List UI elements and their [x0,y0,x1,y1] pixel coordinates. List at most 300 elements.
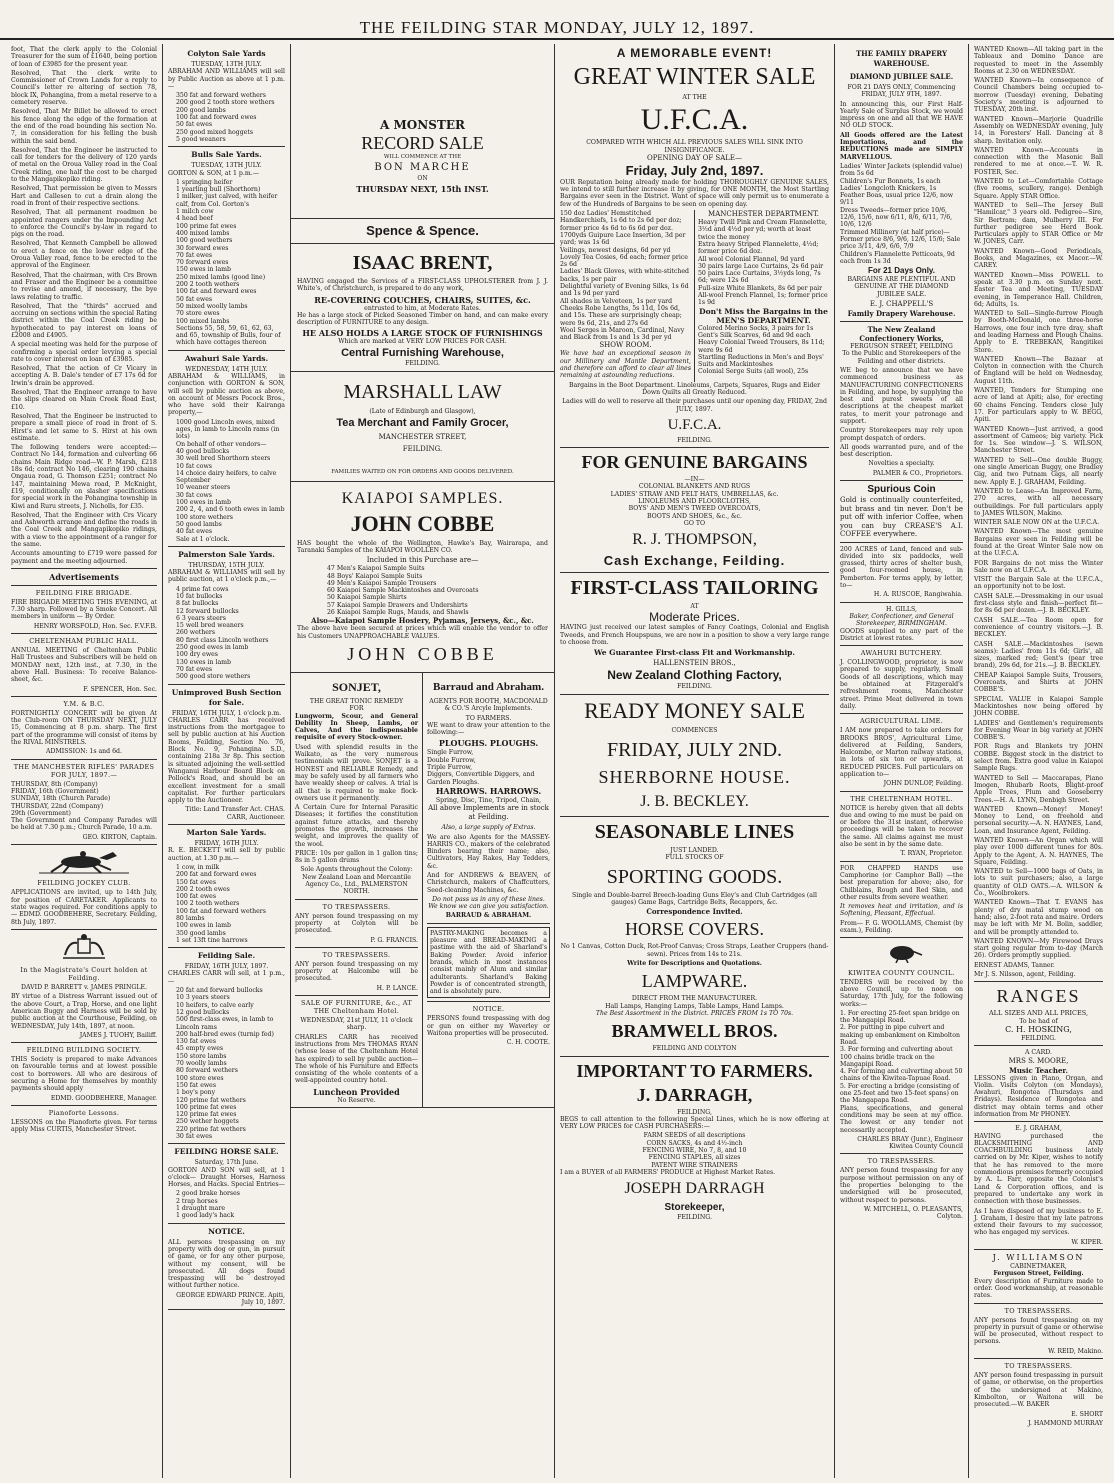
kaiapoi-items [297,565,548,616]
conf-trade: To the Public and Storekeepers of the Feilding and other districts. [842,350,961,365]
lampware: LAMPWARE. [641,971,748,992]
list-item: Gent's Silk Scarves, 6d and 9d each [698,331,811,339]
brent-ad [291,244,554,372]
column-3-4 [291,44,555,1478]
paragraph: WANTED Known—The most genuine Bargains ever seen in Feilding will be found at the Great Winter Sale now on at the U.F.C.A. [974,528,1103,558]
barraud-harrows: HARROWS. HARROWS. [435,785,542,796]
concert-admission: ADMISSION: 1s and 6d. [46,748,122,756]
ranges: RANGES [996,986,1081,1007]
sale-item: 100 2 tooth wethers [176,900,240,908]
stock-sales [168,49,285,1310]
cheltenham-title: SALE OF FURNITURE, &c., AT THE Cheltenham Hotel. [301,999,412,1016]
bargains-boot: Bargains in the Boot Department. Linoleums, Carpets, Squares, Rugs and Eider Down Quilts all Greatly Reduced. [568,381,821,396]
rifles-title: THE MANCHESTER RIFLES' PARADES FOR JULY, 1897.— [13,762,155,779]
family-drapery: THE FAMILY DRAPERY WAREHOUSE. [855,49,948,68]
sale-item: 200 good lambs [176,106,226,114]
sale-item: 200 half-bred ewes (turnip fed) [176,1030,274,1038]
sale-item: 10 fat bullocks [176,593,223,600]
trespass1-title: TO TRESPASSERS. [322,902,391,911]
sale-sign: Title: Land Transfer Act. CHAS. CARR, Auctioneer. [185,806,285,821]
winter-left [560,210,695,382]
fire-brigade-title: FEILDING FIRE BRIGADE. [35,588,133,597]
paragraph: FOR Bargains do not miss the Winter Sale now on at U.F.C.A. [974,559,1103,574]
columns [6,44,1108,1478]
paragraph: CASH SALE.—Mackintoshes (sewn seams): Ladies' from 11s 6d; Girls', all sizes, marked red; Gent's (pear tree brand), 29s 6d, for 21s.—J. B. BECKLEY. [974,640,1103,670]
kaiapoi-footer: JOHN COBBE [347,643,498,664]
genuine-lines [560,483,829,519]
fire-brigade-sign: HENRY WORSFOLD, Hon. Sec. F.V.F.B. [33,622,157,630]
sale-item: 100 ewes in lamb [176,922,231,930]
kiwi-illustration [840,941,963,965]
sale-item: 100 fat and forward ewes [176,114,257,122]
sale-item: 150 store lambs [176,1052,227,1060]
kiwi-crest-icon [880,941,924,963]
paragraph: SPECIAL VALUE in Kaiapoi Sample Mackintoshes now being offered by JOHN COBBE. [974,695,1103,718]
paragraph: Resolved, That the Engineer arrange to have the slips cleared on Main Creek Road East, £10. [11,389,157,411]
court-title: In the Magistrate's Court holden at Feilding. [20,966,148,983]
sale-text: GORTON & SON, at 1 p.m.— [168,169,259,177]
sale-item: 1000 good Lincoln ewes, mixed ages, in lamb to Lincoln rams (in lots) [176,418,280,441]
sale-item: 10 fat cows [176,462,212,470]
sale-date: TUESDAY, 13TH JULY. [191,61,262,68]
announce: In announcing this, our First Half-Yearly Sale of Surplus Stock, we would impress on one and all that WE HAVE NO OLD STOCK. [840,100,963,130]
barraud-title: Barraud and Abraham. [433,680,544,693]
racehorse-illustration [11,848,157,876]
darragh-text: BEGS to call attention to the following Special Lines, which he is now offering at VERY LOW PRICES for CASH PURCHASERS:— [560,1115,829,1131]
spurious-coin: Spurious Coin [867,484,936,496]
cabinet-text: Every description of Furniture made to order. Good workmanship, at reasonable rates. [974,1277,1103,1300]
sale-item: 200 2 tooth wethers [176,281,240,289]
sale-awahuri [168,354,285,547]
record-sale: RECORD SALE [361,133,484,153]
correspondence: Correspondence Invited. [646,907,743,917]
list-item: 48 Boys' Kaiapoi Sample Suits [327,572,423,580]
sale-item: 150 fat ewes [176,1081,217,1089]
paragraph: Resolved, That the Engineer be instructed to prepare a small piece of road in front of S. Hirst's and let same to S. Hirst at his own estimate. [11,412,157,442]
sale-item: 1 draught mare [176,1205,226,1213]
cheltenham-footer2: No Reserve. [337,1096,376,1104]
sale-item: 12 good bullocks [176,1008,230,1016]
sale-date: WEDNESDAY, 14TH JULY. [185,365,268,373]
list-item: Startling Reductions in Men's and Boys' Suits and Mackintoshes [698,353,824,369]
list-item: LINOLEUMS AND FLOORCLOTHS, [638,497,751,505]
council-minutes [11,46,157,565]
list-item: All shades in Velveteen, 1s per yard [560,297,673,305]
sale-notice [168,1227,285,1311]
lime-text: I AM now prepared to take orders for BROOKS BROS', Agricultural Lime, delivered at Feilding, Sanders, Halcombe, or Marton railway stations, in lots of six ton or upwards, at REDUCED PRICES. Full particulars on application to— [840,727,963,778]
sale-date: FRIDAY, 16TH JULY, 1 o'clock p.m. [171,709,282,717]
list-item: Extra heavy Striped Flannelette, 4½d; former price 6d doz. [698,240,819,256]
sale-item: 400 mixed lambs [176,229,230,237]
barraud-ploughs: PLOUGHS. PLOUGHS. [438,738,539,749]
irritation: It removes heat and irritation, and is Softening, Pleasant, Effectual. [840,903,963,918]
kiwitea-works [840,1010,963,1105]
paragraph: Resolved, That permission be given to Messrs Hart and Callesen to cut a drain along the road in front of their respective sections. [11,185,157,207]
sale200: 200 ACRES of Land, fenced and sub-divided into six paddocks, well grassed, thirty acres of shelter bush, good four-roomed house, in Pemberton. For terms apply, by letter, to— [840,545,963,590]
novelties: Novelties a specialty. [868,460,935,468]
plentiful: BARGAINS ARE PLENTIFUL AND GENUINE AT THE DIAMOND JUBILEE SALE. [847,276,956,298]
mitchell: W. MITCHELL, O. PLEASANTS, Colyton. [863,1205,963,1221]
sale-date: FRIDAY, 16TH JULY, 1897. [184,963,269,971]
sale-item: 120 prime fat ewes [176,1111,237,1119]
horse-covers: HORSE COVERS. [624,919,765,940]
collingwood: J. COLLINGWOOD, proprietor, is now prepared to supply, regularly, Small Goods of all descriptions, which may be obtained at Fitzgerald's refreshment rooms, Manchester street. Prime Meat delivered in town daily. [840,659,963,710]
paragraph: WANTED to Lease—An Improved Farm, 270 acres, with all necessary outbuildings. For full particulars apply to JAMES WILSON, Makino. [974,487,1103,517]
at-the: AT THE [682,94,707,101]
col7-trespass-text2: ANY person found trespassing in pursuit of game, or otherwise, on the properties of the undersigned at Makino, Kimbolton, or Waitona will be prosecuted.—W. BAKER [974,1372,1103,1409]
sherborne: SHERBORNE HOUSE. [598,766,791,787]
write-for: Write for Descriptions and Quotations. [627,960,762,968]
ladies-note: Ladies will do well to reserve all their purchases until our opening day, FRIDAY, 2nd JULY, 1897. [562,398,827,413]
paragraph: WANTED Known—That T. EVANS has plenty of dry mataī stump wood on hand; also, 2-foot rata and maire. Orders may be left with Mr M. Bolin, saddler, and will be promptly attended to. [974,899,1103,936]
sale-palmerston [168,550,285,685]
nz-factory: New Zealand Clothing Factory, [607,668,782,683]
show-room: SHOW ROOM. [599,341,652,350]
barraud-small: Also, a large supply of Extras. [441,824,536,832]
tailor-feilding: FEILDING. [677,683,712,691]
kaiapoi-name: JOHN COBBE [350,510,495,536]
sporting: SPORTING GOODS. [606,865,783,888]
darragh-feilding: FEILDING, [677,1108,712,1116]
sale-item: 8 fat bullocks [176,600,219,608]
sale-item: 1 good lady's hack [176,1212,235,1220]
left-items [560,210,691,341]
ranges-sub: ALL SIZES AND ALL PRICES, [988,1009,1089,1018]
sale-item: 70 fat ewes [176,251,213,259]
in: —IN— [684,476,705,484]
list-item: Cheeks Robe Lengths, 5s 11d, 10s 6d, and 15s. These are surprisingly cheap; were 9s 6d, 21s, and 27s 6d [560,304,682,327]
racehorse-icon [39,848,129,874]
paragraph: WANTED to Sell—The Jersey Bull "Hamilcar," 3 years old. Pedigree—Sire, Sir Bertram; dam, Mulberry III. For further pedigree see Herd Book. Particulars apply to STAR Office or Mr W. JONES, Carr. [974,201,1103,246]
sale-item: 80 first class Lincoln wethers [176,636,269,644]
royal-arms-icon [59,933,109,961]
list-item: BOOTS AND SHOES, &c., &c. [647,512,742,520]
list-item: Ladies' Black Gloves, with white-stitched backs, 1s per pair [560,268,689,283]
paragraph: WANTED to Sell—Single-furrow Plough by Booth-McDonald, one three-horse Harrows, one four inch tyre dray, shaft and leading Harness and Plough Chains. Apply to E. TREBEKAN, Rangitikei Store. [974,310,1103,354]
bramwell-sub: FEILDING AND COLYTON [652,1045,737,1053]
list-item: SUNDAY, 18th (Church Parade) [11,795,111,803]
list-item: THURSDAY, 8th (Company) [11,780,98,788]
brent-line: RE-COVERING COUCHES, CHAIRS, SUITES, &c. [314,294,531,305]
list-item: 2. For putting in pipe culvert and making up embankment on Kimbolton Road. [840,1024,960,1046]
opening: OPENING DAY OF SALE— [646,153,743,162]
sale-item: 1 springing heifer [176,178,233,186]
paragraph: WANTED to Let—Comfortable Cottage (five rooms, scullery, range). Denbigh Square. Apply STAR Office. [974,178,1103,200]
cheltenham-footer: Luncheon Provided [313,1086,400,1097]
sale-item: 2 good brake horses [176,1190,240,1198]
chappell: E. J. CHAPPELL'S [869,300,934,309]
trespass2-title: TO TRESPASSERS. [322,950,391,959]
sonjet-sub: THE GREAT TONIC REMEDY [309,697,404,705]
newspaper-title: THE FEILDING STAR MONDAY, JULY 12, 1897. [359,18,755,37]
gills: H. GILLS, [886,605,917,613]
court-sign: JAMES J. TUOHY, Bailiff. [79,1031,157,1039]
sale-item: 40 fat ewes [176,528,213,536]
nz-confectionery: The New Zealand Confectionery Works, [859,325,944,344]
list-item: Heavy Twill Pink and Cream Flannelette, 3½d and 4½d per yd; worth at least twice the money [698,219,827,241]
kaiapoi-included: Included in this Purchase are— [366,556,479,565]
sale-item: 100 dry ewes [176,651,218,659]
beckley: J. B. BECKLEY. [640,792,749,810]
marshall-trade: Tea Merchant and Family Grocer, [336,417,509,430]
masthead [0,0,1114,40]
paragraph: The following tenders were accepted:— Contract No 144, formation and culverting 66 chains Main Ridge road—W. P. Marsh, £218 18s 6d; contract No 146, clearing 190 chains Ongaua road, G. Thomson £251; contract No 147, maintaining Mewa road, P. McKnight, £19, conditionally on slasher specifications for special work in the Pohangina township in Kiwi and Ruru streets, J. Nicholls, for £35. [11,444,157,510]
sale-item: 4 prime fat cows [176,585,229,593]
sale-item: 200 good 2 tooth store wethers [176,99,275,107]
cash-exchange: Cash Exchange, Feilding. [603,553,786,569]
list-item: Feather Boas, usual price 12/6, now 9/11 [840,192,954,207]
sale-item: 30 forward ewes [176,244,229,252]
sale-item: 6 3 years steers [176,614,226,622]
sale-colyton [168,49,285,147]
country: Country Storekeepers may rely upon prompt despatch of orders. [840,427,963,442]
sale-title: Awahuri Sale Yards. [184,353,269,363]
brent-name: ISAAC BRENT, [352,252,493,274]
list-item: CORN SACKS, 4s and 4½-inch [646,1139,743,1147]
paragraph: Resolved, That Mr Billet be allowed to erect his fence along the edge of the formation at the end of the road bounding his section No. 7, in consideration for his felling the bush within the said bend. [11,108,157,145]
sale-item: 100 fat and forward ewes [176,288,257,296]
memorable-event: A MEMORABLE EVENT! [616,46,773,60]
short: E. SHORT [1071,1410,1103,1418]
sale-title: FEILDING HORSE SALE. [174,1147,279,1157]
list-item: Colored Merino Socks, 3 pairs for 1s [698,324,814,332]
list-item: All-wool French Flannel, 1s; former price 1s 9d [698,292,828,307]
marshall-ad [291,372,554,482]
paragraph: WANTED to Sell — Maccarapas, Piano Imogen, Rhubarb Roots, Blight-proof Apple Trees, Plum and Gooseberry Trees.—H. A. LYNN, Denbigh Street. [974,774,1103,804]
list-item: 50 Kaiapoi Sample Shirts [327,594,407,602]
column-6 [835,44,969,1478]
sale-item: 80 forward wethers [176,1067,238,1075]
bray: CHARLES BRAY (Junr.), Engineer Kiwitea County Council [857,1135,963,1151]
cabinet: CABINETMAKER, [1010,1263,1067,1271]
sale-item: 50 fat ewes [176,295,213,303]
gills-sub: Baker, Confectioner, and General Storekeeper, BIRMINGHAM. [849,612,954,628]
trespass1-sign: P. G. FRANCIS. [370,936,418,944]
winter-lists [560,210,829,382]
friday-date: Friday, July 2nd, 1897. [625,162,764,178]
list-item: Heavy Colonial Tweed Trousers, 8s 11d; were 9s 6d [698,339,825,354]
column-2 [163,44,291,1478]
paragraph: Resolved, That all permanent roadmen be appointed rangers under the Impounding Act to enforce the Council's by-law in regard to pigs on the road. [11,209,157,239]
sonjet-title: SONJET, [332,679,381,694]
sale-item: 40 good bullocks [176,447,230,455]
men-items [698,325,829,376]
sale-feilding [168,951,285,1144]
jockey-title: FEILDING JOCKEY CLUB. [37,879,131,888]
conf-ferguson: FERGUSON STREET, FEILDING [850,343,953,351]
hosking-feilding: FEILDING. [1021,1034,1056,1042]
sale-item: 45 empty ewes [176,1045,224,1053]
barraud-text5: And for ANDREWS & BEAVEN, of Christchurch, makers of Chaffcutters, Seed-cleaning Machines, &c. [427,871,550,894]
lime: AGRICULTURAL LIME. [859,717,944,726]
list-item: 29th (Government) [11,809,71,817]
list-item: 1700yds Guipure Lace Insertion, 3d per yard; was 1s 6d [560,231,686,247]
barraud-footer: BARRAUD & ABRAHAM. [445,912,532,920]
moderate-prices: Moderate Prices. [649,610,740,625]
ufca-feilding: FEILDING. [677,436,712,444]
right-items [698,219,829,307]
list-item: Triple Furrow, [427,764,473,772]
brent-small: entrusted to him, at Moderate Rates. [364,304,481,312]
kaiapoi-ad [291,482,554,673]
on: ON [417,175,428,183]
bon-marche: BON MARCHE [374,162,471,174]
joseph-darragh: JOSEPH DARRAGH [624,1180,765,1198]
sale-item: 1 yearling bull (Shorthorn) [176,186,261,194]
best: The Best Assortment in the District. PRICES FROM 1s TO 70s. [595,1009,794,1017]
guns: Single and Double-barrel Breech-loading Guns Eley's and Club Cartridges (all gauges) Game Bags, Cartridge Belts, Recappers, &c. [572,891,817,906]
moore-text: LESSONS given in Piano, Organ, and Violin. Visits Colyton (on Mondays), Awahuri, Rongotea (Thursdays and Fridays). Residence of Rongotea and district may obtain terms and other information from Mr PHONEY. [974,1074,1103,1118]
notice2-text: PERSONS found trespassing with dog or gun on either my Waverley or Waitona properties will be prosecuted. [427,1015,550,1038]
hotel-text: NOTICE is hereby given that all debts due and owing to me must be paid on or before the 31st instant, otherwise proceedings will be taken to recover the same. All claims against me must also be sent in by the same date. [840,804,963,849]
list-item: 57 Kaiapoi Sample Drawers and Undershirts [327,601,468,609]
full-stocks: FULL STOCKS OF [665,854,724,862]
warranted: All goods warranted pure, and of the best description. [840,443,963,459]
list-item: 5. For erecting a bridge (consisting of one 25-feet and two 15-feet spans) on the Mangapapa Road. [840,1082,960,1105]
kaiapoi-also: Also—Kaiapoi Sample Hosiery, Pyjamas, Jerseys, &c., &c. [311,616,534,626]
list-item: 26 Kaiapoi Sample Rugs, Mauds, and Shawls [327,609,469,617]
sale-item: 50 good lambs [176,520,222,528]
barraud-ad [423,673,554,1107]
hosking: C. H. HOSKING, [1005,1024,1072,1034]
barraud-text: AGENTS FOR BOOTH, MACDONALD & CO.'S Arcyle Implements. [429,697,548,713]
reid: W. REID, Makino. [1048,1347,1103,1355]
list-item: Dress Tweeds—former price 10/6, 12/6, 15/6, now 6/11, 8/6, 6/11, 7/6, 10/6, 12/6 [840,206,953,229]
barraud-to: TO FARMERS. [465,714,512,722]
sale-title: Colyton Sale Yards [187,49,266,58]
sale-item: 500 first-class ewes, in lamb to Lincoln rams [176,1016,274,1031]
sale-item: 100 store wethers [176,513,233,521]
sale-item: 50 fat ewes [176,121,213,129]
hallenstein: HALLENSTEIN BROS., [653,659,736,668]
cheltenham-text: CHARLES CARR has received instructions from Mrs THOMAS RYAN (whose lease of the Cheltenham Hotel has expired) to sell by public auction— The whole of his Furniture and Effects consisting of the whole contents of a well-appointed country hotel. [295,1033,418,1085]
brent-line2: HE ALSO HOLDS A LARGE STOCK OF FURNISHINGS [302,328,543,339]
williamson: J. WILLIAMSON [992,1253,1085,1263]
sale-item: 10 weaner steers [176,484,231,492]
col7-trespass2: TO TRESPASSERS. [1004,1362,1073,1371]
paragraph: CASH SALE.—Tea Room open for convenience of country visitors.—J. B. BECKLEY. [974,616,1103,639]
list-item: Children's Flannelette Petticoats, 9d each from 1s 3d [840,250,955,265]
trespass1-text: ANY person found trespassing on my property at Colyton will be prosecuted. [295,912,418,935]
cheltenham-date: WEDNESDAY, 21st JULY, 11 o'clock sharp. [300,1017,413,1032]
sale-date: FRIDAY, 16TH JULY. [194,840,259,848]
paragraph: FOR Rugs and Blankets try JOHN COBBE. Biggest stock in the district to select from. Extra good value in Kaiapoi Sample Rugs. [974,743,1103,773]
paragraph: LADIES' and Gentlemen's requirements for Evening Wear in big variety at JOHN COBBE'S. [974,719,1103,742]
building-title: FEILDING BUILDING SOCIETY. [26,1046,142,1055]
list-item: Single Furrow, [427,749,474,757]
woollams: From— F. G. WOOLLAMS, Chemist (by exam.), Feilding. [840,919,963,935]
list-item: Spring, Disc, Tine, Tripod, Chain, [435,796,542,804]
paragraph: Accounts amounting to £719 were passed for payment and the meeting adjourned. [11,550,157,565]
paragraph: WANTED to Sell—1000 bags of Oats, in lots to suit purchasers; also, a large quantity of OLD OATS.—A. WILSON & Co., Woolbrokers. [974,868,1103,898]
sale-item: 10 heifers, to calve early [176,1001,254,1009]
list-item: Double Furrow, [427,756,476,764]
sonjet-text3: A Certain Cure for Internal Parasitic Diseases; it fortifies the constitution against future attacks, and thereby promotes the growth, increases the weight, and improves the quality of the wool. [295,804,418,848]
list-item: 4. For forming and culverting about 50 chains of the Kiwitea-Tapuae Road. [840,1068,963,1083]
paragraph: WANTED Known—In consequence of Council Chambers being occupied to-morrow (Tuesday) evening, Debating Society's meeting is adjourned to TUESDAY, 20th inst. [974,77,1103,114]
col7-trespass: TO TRESPASSERS. [1004,1306,1073,1315]
paragraph: WANTED Known—Money! Money! Money to Lend, on freehold and personal security.—A. N. HAYNES, Land, Loan, and Insurance Agent, Feilding. [974,805,1103,835]
list-item: BOYS' AND MEN'S TWEED OVERCOATS, [628,505,761,513]
kaiapoi-text: HAS bought the whole of the Wellington, Hawke's Bay, Wairarapa, and Taranaki Samples of the KAIAPOI WOOLLEN CO. [297,539,548,554]
adverts-heading: Advertisements [49,571,119,582]
public-hall-text: ANNUAL MEETING of Cheltenham Public Hall Trustees and Subscribers will be held on MONDAY next, 12th inst., at 7.30, in the above Hall. Business: To receive Balance-sheet, &c. [11,647,157,684]
coin-text: Gold is continually counterfeited, but brass and tin never. Don't be put off with inferior Coffee, when you can buy CREASE'S A.I. COFFEE everywhere. [840,496,963,539]
concert-text: FORTNIGHTLY CONCERT will be given At the Club-room ON THURSDAY NEXT, JULY 15, Commencing at 8 p.m. sharp. The first part of the programme will consist of items by the RIVAL MINSTRELS. [11,709,157,747]
ryan: T. RYAN, Proprietor. [900,850,963,858]
sale-date: THURSDAY, 15TH JULY. [188,561,265,569]
list-item: 3. For forming and culverting about 100 chains bridle track on the Mangapipi Road. [840,1046,953,1068]
sale-title: Bulls Sale Yards. [191,150,262,160]
marshall-town: FEILDING. [402,445,443,454]
commence: WILL COMMENCE AT THE [383,154,462,160]
list-item: 47 Men's Kaiapoi Sample Suits [327,565,425,573]
list-item: FRIDAY, 16th (Government) [11,787,99,795]
list-item: 50 pairs Lace Curtains, 3½yds long, 7s 6d; were 12s 6d [698,270,821,285]
paragraph: CASH SALE.—Dressmaking in our usual first-class style and finish—perfect fit—for 8s 6d per dozen.—J. B. BECKLEY. [974,592,1103,615]
sale-item: 4 head beef [176,215,213,223]
sale-item: 20 fat and forward bullocks [176,987,263,995]
list-item: Diggers, Convertible Diggers, and Garden Ploughs. [427,771,535,786]
sale-title: Feilding Sale. [197,951,256,961]
sale-item: 120 prime fat wethers [176,1096,246,1104]
williamson-ferguson: Ferguson Street, Feilding. [993,1270,1084,1278]
awahuri-butchery: AWAHURI BUTCHERY. [860,649,943,658]
list-item: Trimmed Millinery (at half price)—Former price 8/6, 9/6, 12/6, 15/6; Sale price 3/11, 4/9, 6/6, 7/9 [840,228,961,251]
tailor-text: HAVING just received our latest samples of Fancy Coatings, Colonial and English Tweeds, and French Houpspuns, we are now in a position to show a very large range to choose from. [560,624,829,647]
sale-item: 10 3 years steers [176,994,230,1002]
sale-item: 100 good wethers [176,237,233,245]
graham-text2: As I have disposed of my business to E. J. Graham, I desire that my late patrons extend their favours to my successor, who has engaged my services. [974,1207,1103,1237]
piano-text: LESSONS on the Pianoforte given. For terms apply Miss CURTIS, Manchester Street. [11,1118,157,1134]
barraud-items [427,749,550,785]
sale-text: CHARLES CARR has received instructions from the mortgagee to sell by public auction at his Auction Rooms, Feilding, Section No. 76, Block No. 9, Pohangina S.D., containing 218a 3r 8p. This section is situated adjoining the well-settled Wanganui Harbour Board Block on Pollock's Road, and should be an excellent investment for a small capitalist. For further particulars apply to the Auctioneer. [168,716,285,805]
graham-text: HAVING purchased the BLACKSMITHING AND COACHBUILDING business lately carried on by Mr. Kiper, wishes to notify that he has removed to the more commodious premises formerly occupied by A. L. Farr, opposite the Colonist's Land & Corporation offices, and is prepared to undertake any work in connection with those businesses. [974,1132,1103,1206]
jockey-text: APPLICATIONS are invited, up to 14th July, for position of CARETAKER. Applicants to state wages required. For conditions apply to— EDMD. GOODBEHERE, Secretary. Feilding, 8th July, 1897. [11,889,157,926]
diamond-jubilee: DIAMOND JUBILEE SALE. [849,72,954,81]
paragraph: WANTED Known—Miss POWELL to speak at 3.30 p.m. on Sunday next. Easter Tea and Meeting, TUESDAY evening, in Temperance Hall. Children, 6d; Adults, 1s. [974,271,1103,308]
list-item: 60 Kaiapoi Sample Mackintoshes and Overcoats [327,587,479,595]
paragraph: CHEAP Kaiapoi Sample Suits, Trousers, Overcoats, and Shirts at JOHN COBBE'S. [974,671,1103,694]
sale-item: 1 milker, just calved, with heifer calf, from Col. Gorton's [176,193,278,208]
canvas: No 1 Canvas, Cotton Duck, Rot-Proof Canvas; Cross Straps, Leather Cruppers (hand-sewn). Prices from 14s to 21s. [560,943,829,958]
sale-item: On behalf of other vendors— [176,440,267,448]
sale-item: 200 2, 4, and 6 tooth ewes in lamb [176,506,285,514]
paragraph: WANTED Known—The Bazaar at Colyton in connection with the Church of England will be held on Wednesday, August 11th. [974,355,1103,385]
sale-title: Unimproved Bush Section for Sale. [171,687,282,707]
sale-item: 350 fat and forward wethers [176,92,266,100]
list-item: 30 pairs large Lace Curtains, 2s 6d pair [698,262,824,270]
list-item: FARM SEEDS of all descriptions [643,1132,746,1140]
list-item: LADIES' STRAW AND FELT HATS, UMBRELLAS, &c. [610,490,779,498]
marshall-street: MANCHESTER STREET, [378,433,467,442]
paragraph: WANTED Known—All taking part in the Tableaux and Domino Dance are requested to meet in the Assembly Rooms at 2.30 on WEDNESDAY. [974,46,1103,75]
list-item: THURSDAY, 22nd (Company) [11,802,104,810]
paragraph: WANTED to Sell—One double Buggy, one single American Buggy, one Bradley Gig, and two Putnam Gigs, all nearly new. Apply E. J. GRAHAM, Feilding. [974,456,1103,486]
sale-item: 150 ewes in lamb [176,266,231,274]
barraud-items2 [427,797,550,804]
sale-text: ALL persons trespassing on my property with dog or gun, in pursuit of game, or for any other purpose, without my consent, will be prosecuted. All dogs found trespassing will be destroyed without further notice. [168,1238,285,1290]
sonjet-price: PRICE: 10s per gallon in 1 gallon tins; 8s in 5 gallon drums [295,849,418,865]
list-item: Ladies' Longcloth Knickers, 1s [840,184,937,192]
paragraph: Resolved, That the "thirds" accrued and accruing on sections within the special Rating district within the Coal Creek riding be hypothecated to pay interest on loans of £2008 and £4905. [11,302,157,339]
sonjet-text: Lungworm, Scour, and General Debility In Sheep, Lambs, or Calves, And the indispensable requisite of every Stock-owner. [295,712,418,742]
goods: All Goods offered are the Latest Importations, and the REDUCTIONS made are SIMPLY MARVELLOUS. [840,131,963,161]
sale-text: ABRAHAM & WILLIAMS, in conjunction with GORTON & SON, will sell by public auction as above, on account of Messrs Pocock Bros., who have sold their Kairanga property,— [168,372,285,417]
sonjet-agents: Sole Agents throughout the Colony: New Zealand Loan and Mercantile Agency Co., Ltd., PALMERSTON NORTH. [300,866,413,896]
fire-brigade-text: FIRE BRIGADE MEETING THIS EVENING, at 7.30 sharp. Followed by a Smoke Concert. All members in uniform — By Order. [11,598,157,621]
sonjet-barraud-row [291,673,554,1108]
